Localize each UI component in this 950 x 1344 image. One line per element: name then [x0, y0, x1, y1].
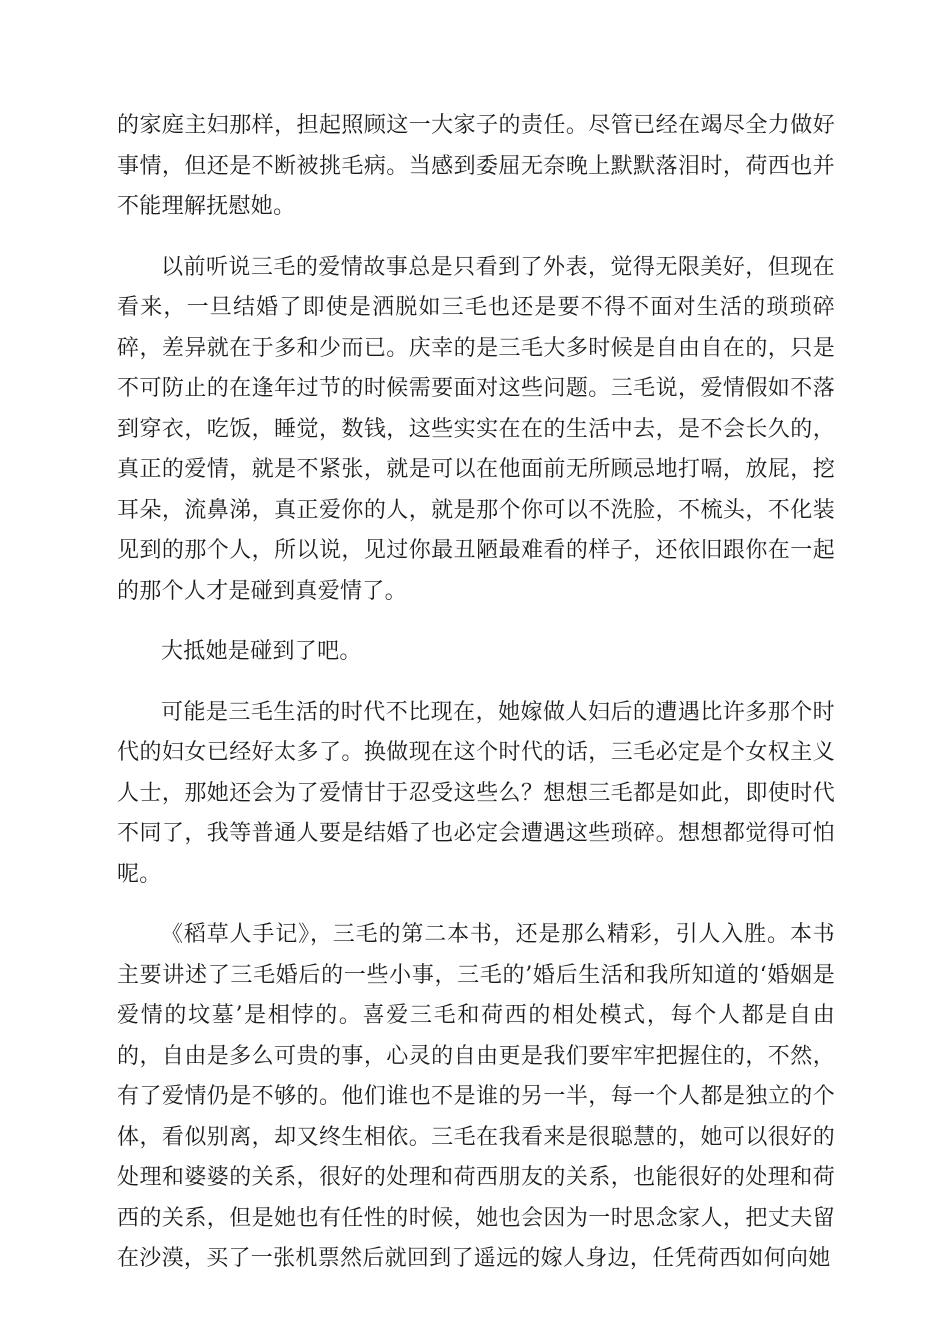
paragraph-love-story: 以前听说三毛的爱情故事总是只看到了外表，觉得无限美好，但现在看来，一旦结婚了即使是洒脱如三毛也还是要不得不面对生活的琐琐碎碎，差异就在于多和少而已。庆幸的是三毛大多时候是自由自在的，只是不可防止的在逢年过节的时候需要面对这些问题。三毛说，爱情假如不落到穿衣，吃饭，睡觉，数钱，这些实实在在的生活中去，是不会长久的，真正的爱情，就是不紧张，就是可以在他面前无所顾忌地打嗝，放屁，挖耳朵，流鼻涕，真正爱你的人，就是那个你可以不洗脸，不梳头，不化装见到的那个人，所以说，见过你最丑陋最难看的样子，还依旧跟你在一起的那个人才是碰到真爱情了。	[117, 254, 835, 604]
paragraph-era: 可能是三毛生活的时代不比现在，她嫁做人妇后的遭遇比许多那个时代的妇女已经好太多了。换做现在这个时代的话，三毛必定是个女权主义人士，那她还会为了爱情甘于忍受这些么？想想三毛都是如此，即使时代不同了，我等普通人要是结婚了也必定会遭遇这些琐碎。想想都觉得可怕呢。	[117, 699, 835, 887]
document-page	[117, 106, 835, 1300]
paragraph-continuation: 的家庭主妇那样，担起照顾这一大家子的责任。尽管已经在竭尽全力做好事情，但还是不断被挑毛病。当感到委屈无奈晚上默默落泪时，荷西也并不能理解抚慰她。	[117, 113, 835, 219]
paragraph-short: 大抵她是碰到了吧。	[161, 639, 362, 664]
paragraph-book-review: 《稻草人手记》，三毛的第二本书，还是那么精彩，引人入胜。本书主要讲述了三毛婚后的一些小事，三毛的’婚后生活和我所知道的‘婚姻是爱情的坟墓’是相悖的。喜爱三毛和荷西的相处模式，每个人都是自由的，自由是多么可贵的事，心灵的自由更是我们要牢牢把握住的，不然，有了爱情仍是不够的。他们谁也不是谁的另一半，每一个人都是独立的个体，看似别离，却又终生相依。三毛在我看来是很聪慧的，她可以很好的处理和婆婆的关系，很好的处理和荷西朋友的关系，也能很好的处理和荷西的关系，但是她也有任性的时候，她也会因为一时思念家人，把丈夫留在沙漠，买了一张机票然后就回到了遥远的嫁人身边，任凭荷西如何向她	[117, 922, 835, 1271]
